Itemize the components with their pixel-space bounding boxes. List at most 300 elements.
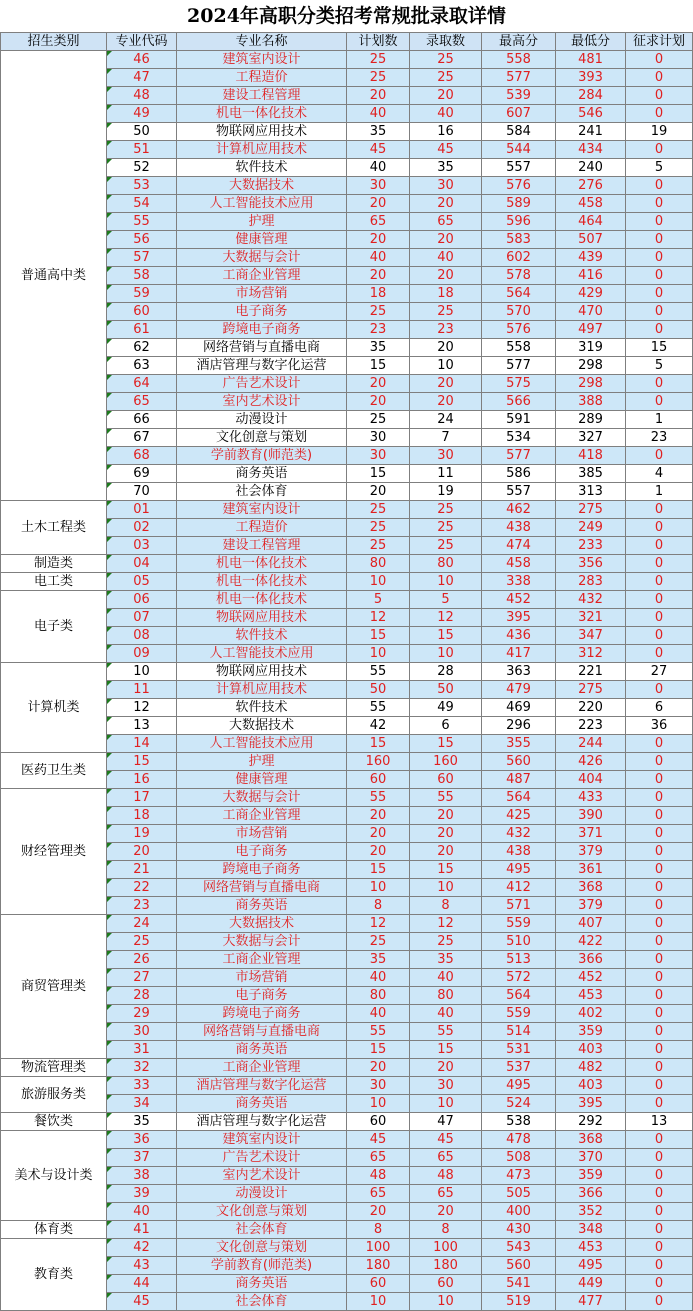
cell-plan: 65 (347, 1185, 410, 1203)
cell-admitted: 25 (410, 303, 482, 321)
cell-call-plan: 0 (626, 933, 693, 951)
cell-plan: 45 (347, 1131, 410, 1149)
cell-major: 大数据与会计 (177, 933, 347, 951)
cell-call-plan: 0 (626, 771, 693, 789)
cell-code: 47 (107, 69, 177, 87)
cell-major: 广告艺术设计 (177, 375, 347, 393)
cell-plan: 30 (347, 429, 410, 447)
cell-min-score: 379 (556, 843, 626, 861)
cell-call-plan: 1 (626, 411, 693, 429)
cell-max-score: 571 (482, 897, 556, 915)
cell-admitted: 8 (410, 897, 482, 915)
cell-code: 15 (107, 753, 177, 771)
cell-major: 物联网应用技术 (177, 663, 347, 681)
cell-admitted: 8 (410, 1221, 482, 1239)
cell-min-score: 433 (556, 789, 626, 807)
cell-max-score: 417 (482, 645, 556, 663)
cell-min-score: 458 (556, 195, 626, 213)
cell-major: 网络营销与直播电商 (177, 879, 347, 897)
cell-max-score: 558 (482, 51, 556, 69)
cell-code: 16 (107, 771, 177, 789)
cell-max-score: 508 (482, 1149, 556, 1167)
cell-max-score: 578 (482, 267, 556, 285)
cell-code: 02 (107, 519, 177, 537)
cell-call-plan: 0 (626, 897, 693, 915)
cell-admitted: 40 (410, 249, 482, 267)
cell-min-score: 276 (556, 177, 626, 195)
cell-max-score: 430 (482, 1221, 556, 1239)
cell-plan: 60 (347, 1275, 410, 1293)
cell-major: 室内艺术设计 (177, 1167, 347, 1185)
cell-max-score: 575 (482, 375, 556, 393)
cell-max-score: 560 (482, 753, 556, 771)
cell-admitted: 80 (410, 555, 482, 573)
table-row (1, 573, 693, 591)
table-row (1, 1131, 693, 1149)
cell-plan: 25 (347, 69, 410, 87)
cell-min-score: 470 (556, 303, 626, 321)
cell-plan: 65 (347, 1149, 410, 1167)
cell-plan: 30 (347, 177, 410, 195)
cell-category: 普通高中类 (1, 51, 107, 501)
cell-code: 60 (107, 303, 177, 321)
cell-call-plan: 0 (626, 825, 693, 843)
cell-code: 21 (107, 861, 177, 879)
cell-call-plan: 0 (626, 627, 693, 645)
cell-min-score: 481 (556, 51, 626, 69)
table-row (1, 1113, 693, 1131)
cell-min-score: 385 (556, 465, 626, 483)
header-max-score: 最高分 (482, 33, 556, 51)
cell-plan: 20 (347, 483, 410, 501)
cell-plan: 20 (347, 87, 410, 105)
cell-min-score: 388 (556, 393, 626, 411)
cell-call-plan: 19 (626, 123, 693, 141)
cell-plan: 30 (347, 1077, 410, 1095)
cell-admitted: 30 (410, 1077, 482, 1095)
table-row (1, 51, 693, 69)
cell-max-score: 557 (482, 159, 556, 177)
cell-min-score: 546 (556, 105, 626, 123)
cell-code: 10 (107, 663, 177, 681)
cell-code: 14 (107, 735, 177, 753)
cell-admitted: 50 (410, 681, 482, 699)
table-row (1, 591, 693, 609)
cell-max-score: 539 (482, 87, 556, 105)
cell-admitted: 16 (410, 123, 482, 141)
cell-major: 物联网应用技术 (177, 609, 347, 627)
cell-admitted: 45 (410, 1131, 482, 1149)
cell-major: 工商企业管理 (177, 267, 347, 285)
cell-min-score: 233 (556, 537, 626, 555)
cell-plan: 55 (347, 699, 410, 717)
cell-code: 66 (107, 411, 177, 429)
admission-table (0, 32, 693, 1311)
cell-code: 46 (107, 51, 177, 69)
cell-plan: 180 (347, 1257, 410, 1275)
cell-plan: 15 (347, 735, 410, 753)
cell-call-plan: 0 (626, 915, 693, 933)
cell-plan: 80 (347, 987, 410, 1005)
cell-call-plan: 0 (626, 1239, 693, 1257)
cell-plan: 20 (347, 843, 410, 861)
cell-plan: 45 (347, 141, 410, 159)
cell-call-plan: 0 (626, 1041, 693, 1059)
cell-category: 医药卫生类 (1, 753, 107, 789)
cell-min-score: 366 (556, 1185, 626, 1203)
cell-code: 17 (107, 789, 177, 807)
cell-plan: 55 (347, 1023, 410, 1041)
cell-category: 物流管理类 (1, 1059, 107, 1077)
cell-max-score: 513 (482, 951, 556, 969)
cell-min-score: 403 (556, 1077, 626, 1095)
cell-code: 11 (107, 681, 177, 699)
cell-major: 物联网应用技术 (177, 123, 347, 141)
cell-min-score: 379 (556, 897, 626, 915)
cell-admitted: 23 (410, 321, 482, 339)
cell-max-score: 452 (482, 591, 556, 609)
cell-call-plan: 0 (626, 879, 693, 897)
cell-plan: 55 (347, 789, 410, 807)
cell-major: 大数据与会计 (177, 249, 347, 267)
cell-major: 软件技术 (177, 699, 347, 717)
cell-admitted: 10 (410, 645, 482, 663)
table-body (1, 51, 693, 1311)
cell-admitted: 45 (410, 141, 482, 159)
cell-admitted: 35 (410, 951, 482, 969)
cell-major: 建筑室内设计 (177, 501, 347, 519)
cell-major: 文化创意与策划 (177, 429, 347, 447)
cell-max-score: 534 (482, 429, 556, 447)
cell-category: 餐饮类 (1, 1113, 107, 1131)
cell-major: 人工智能技术应用 (177, 195, 347, 213)
cell-admitted: 20 (410, 1059, 482, 1077)
cell-max-score: 425 (482, 807, 556, 825)
cell-major: 健康管理 (177, 231, 347, 249)
cell-code: 49 (107, 105, 177, 123)
cell-code: 64 (107, 375, 177, 393)
cell-min-score: 507 (556, 231, 626, 249)
cell-code: 31 (107, 1041, 177, 1059)
cell-min-score: 426 (556, 753, 626, 771)
cell-plan: 12 (347, 915, 410, 933)
cell-major: 护理 (177, 753, 347, 771)
cell-call-plan: 0 (626, 87, 693, 105)
cell-min-score: 283 (556, 573, 626, 591)
cell-admitted: 40 (410, 969, 482, 987)
cell-max-score: 543 (482, 1239, 556, 1257)
cell-major: 工程造价 (177, 69, 347, 87)
cell-max-score: 495 (482, 861, 556, 879)
cell-code: 29 (107, 1005, 177, 1023)
cell-category: 电子类 (1, 591, 107, 663)
cell-call-plan: 0 (626, 1167, 693, 1185)
header-admitted: 录取数 (410, 33, 482, 51)
cell-min-score: 327 (556, 429, 626, 447)
cell-min-score: 275 (556, 501, 626, 519)
cell-major: 酒店管理与数字化运营 (177, 357, 347, 375)
cell-call-plan: 0 (626, 1275, 693, 1293)
cell-major: 建筑室内设计 (177, 1131, 347, 1149)
cell-major: 工商企业管理 (177, 807, 347, 825)
cell-major: 大数据技术 (177, 915, 347, 933)
cell-min-score: 359 (556, 1167, 626, 1185)
cell-min-score: 429 (556, 285, 626, 303)
cell-admitted: 40 (410, 1005, 482, 1023)
cell-code: 18 (107, 807, 177, 825)
cell-min-score: 452 (556, 969, 626, 987)
cell-code: 59 (107, 285, 177, 303)
cell-major: 建设工程管理 (177, 537, 347, 555)
cell-admitted: 20 (410, 1203, 482, 1221)
cell-min-score: 221 (556, 663, 626, 681)
cell-admitted: 10 (410, 1293, 482, 1311)
cell-admitted: 60 (410, 771, 482, 789)
cell-call-plan: 0 (626, 591, 693, 609)
cell-major: 机电一体化技术 (177, 591, 347, 609)
cell-max-score: 572 (482, 969, 556, 987)
cell-plan: 25 (347, 51, 410, 69)
cell-category: 美术与设计类 (1, 1131, 107, 1221)
cell-min-score: 289 (556, 411, 626, 429)
cell-plan: 10 (347, 879, 410, 897)
cell-code: 55 (107, 213, 177, 231)
cell-min-score: 422 (556, 933, 626, 951)
cell-code: 01 (107, 501, 177, 519)
cell-admitted: 10 (410, 879, 482, 897)
cell-min-score: 477 (556, 1293, 626, 1311)
cell-admitted: 25 (410, 51, 482, 69)
cell-min-score: 449 (556, 1275, 626, 1293)
cell-major: 工程造价 (177, 519, 347, 537)
cell-max-score: 596 (482, 213, 556, 231)
cell-code: 19 (107, 825, 177, 843)
header-code: 专业代码 (107, 33, 177, 51)
cell-admitted: 35 (410, 159, 482, 177)
cell-max-score: 558 (482, 339, 556, 357)
cell-admitted: 48 (410, 1167, 482, 1185)
cell-plan: 15 (347, 627, 410, 645)
cell-plan: 20 (347, 1059, 410, 1077)
cell-max-score: 559 (482, 1005, 556, 1023)
table-row (1, 1239, 693, 1257)
cell-call-plan: 0 (626, 105, 693, 123)
cell-major: 社会体育 (177, 1293, 347, 1311)
cell-max-score: 586 (482, 465, 556, 483)
cell-min-score: 313 (556, 483, 626, 501)
cell-call-plan: 27 (626, 663, 693, 681)
cell-admitted: 47 (410, 1113, 482, 1131)
cell-code: 05 (107, 573, 177, 591)
cell-call-plan: 0 (626, 1293, 693, 1311)
cell-plan: 35 (347, 123, 410, 141)
cell-min-score: 319 (556, 339, 626, 357)
cell-admitted: 20 (410, 375, 482, 393)
cell-plan: 42 (347, 717, 410, 735)
cell-code: 13 (107, 717, 177, 735)
cell-admitted: 18 (410, 285, 482, 303)
cell-admitted: 20 (410, 825, 482, 843)
cell-plan: 8 (347, 897, 410, 915)
cell-max-score: 438 (482, 519, 556, 537)
cell-min-score: 368 (556, 879, 626, 897)
cell-plan: 48 (347, 1167, 410, 1185)
cell-min-score: 453 (556, 987, 626, 1005)
cell-min-score: 439 (556, 249, 626, 267)
cell-plan: 20 (347, 267, 410, 285)
cell-call-plan: 23 (626, 429, 693, 447)
cell-max-score: 607 (482, 105, 556, 123)
cell-category: 制造类 (1, 555, 107, 573)
cell-admitted: 28 (410, 663, 482, 681)
cell-call-plan: 0 (626, 753, 693, 771)
cell-major: 电子商务 (177, 843, 347, 861)
cell-max-score: 524 (482, 1095, 556, 1113)
cell-max-score: 458 (482, 555, 556, 573)
cell-plan: 25 (347, 501, 410, 519)
cell-max-score: 495 (482, 1077, 556, 1095)
cell-max-score: 591 (482, 411, 556, 429)
cell-plan: 15 (347, 861, 410, 879)
cell-call-plan: 0 (626, 393, 693, 411)
cell-min-score: 284 (556, 87, 626, 105)
cell-call-plan: 0 (626, 843, 693, 861)
cell-code: 36 (107, 1131, 177, 1149)
cell-major: 市场营销 (177, 825, 347, 843)
cell-plan: 15 (347, 465, 410, 483)
cell-call-plan: 0 (626, 213, 693, 231)
cell-max-score: 584 (482, 123, 556, 141)
cell-min-score: 464 (556, 213, 626, 231)
cell-max-score: 514 (482, 1023, 556, 1041)
cell-code: 61 (107, 321, 177, 339)
cell-code: 63 (107, 357, 177, 375)
cell-max-score: 510 (482, 933, 556, 951)
cell-plan: 25 (347, 537, 410, 555)
cell-admitted: 30 (410, 447, 482, 465)
cell-code: 48 (107, 87, 177, 105)
cell-major: 建设工程管理 (177, 87, 347, 105)
cell-category: 旅游服务类 (1, 1077, 107, 1113)
cell-admitted: 65 (410, 1185, 482, 1203)
cell-code: 67 (107, 429, 177, 447)
cell-major: 网络营销与直播电商 (177, 1023, 347, 1041)
header-min-score: 最低分 (556, 33, 626, 51)
cell-plan: 25 (347, 519, 410, 537)
cell-call-plan: 0 (626, 609, 693, 627)
cell-max-score: 478 (482, 1131, 556, 1149)
cell-min-score: 241 (556, 123, 626, 141)
cell-call-plan: 0 (626, 1077, 693, 1095)
cell-call-plan: 0 (626, 267, 693, 285)
cell-admitted: 55 (410, 789, 482, 807)
cell-code: 45 (107, 1293, 177, 1311)
table-row (1, 663, 693, 681)
cell-category: 电工类 (1, 573, 107, 591)
cell-min-score: 434 (556, 141, 626, 159)
cell-code: 07 (107, 609, 177, 627)
cell-call-plan: 0 (626, 1221, 693, 1239)
cell-min-score: 393 (556, 69, 626, 87)
cell-plan: 20 (347, 231, 410, 249)
cell-call-plan: 0 (626, 501, 693, 519)
cell-code: 24 (107, 915, 177, 933)
cell-major: 软件技术 (177, 159, 347, 177)
cell-min-score: 418 (556, 447, 626, 465)
cell-call-plan: 5 (626, 159, 693, 177)
cell-major: 机电一体化技术 (177, 573, 347, 591)
cell-major: 动漫设计 (177, 411, 347, 429)
cell-call-plan: 0 (626, 1185, 693, 1203)
table-row (1, 555, 693, 573)
cell-plan: 30 (347, 447, 410, 465)
cell-min-score: 368 (556, 1131, 626, 1149)
cell-admitted: 15 (410, 627, 482, 645)
cell-admitted: 25 (410, 519, 482, 537)
cell-admitted: 6 (410, 717, 482, 735)
cell-admitted: 25 (410, 69, 482, 87)
cell-plan: 23 (347, 321, 410, 339)
cell-admitted: 19 (410, 483, 482, 501)
cell-admitted: 20 (410, 87, 482, 105)
cell-admitted: 5 (410, 591, 482, 609)
cell-major: 酒店管理与数字化运营 (177, 1113, 347, 1131)
cell-code: 41 (107, 1221, 177, 1239)
cell-major: 市场营销 (177, 285, 347, 303)
cell-plan: 25 (347, 411, 410, 429)
cell-category: 财经管理类 (1, 789, 107, 915)
cell-plan: 20 (347, 825, 410, 843)
cell-code: 52 (107, 159, 177, 177)
cell-major: 健康管理 (177, 771, 347, 789)
cell-call-plan: 0 (626, 195, 693, 213)
cell-major: 跨境电子商务 (177, 321, 347, 339)
cell-max-score: 564 (482, 285, 556, 303)
cell-code: 62 (107, 339, 177, 357)
cell-admitted: 20 (410, 231, 482, 249)
cell-call-plan: 0 (626, 1095, 693, 1113)
cell-code: 57 (107, 249, 177, 267)
cell-major: 商务英语 (177, 1095, 347, 1113)
cell-plan: 20 (347, 195, 410, 213)
cell-code: 20 (107, 843, 177, 861)
table-row (1, 789, 693, 807)
cell-call-plan: 0 (626, 231, 693, 249)
cell-code: 23 (107, 897, 177, 915)
table-row (1, 753, 693, 771)
cell-admitted: 100 (410, 1239, 482, 1257)
cell-code: 30 (107, 1023, 177, 1041)
cell-code: 12 (107, 699, 177, 717)
cell-call-plan: 6 (626, 699, 693, 717)
cell-max-score: 537 (482, 1059, 556, 1077)
cell-admitted: 11 (410, 465, 482, 483)
cell-major: 商务英语 (177, 1041, 347, 1059)
cell-admitted: 12 (410, 609, 482, 627)
cell-code: 40 (107, 1203, 177, 1221)
cell-max-score: 566 (482, 393, 556, 411)
cell-call-plan: 1 (626, 483, 693, 501)
cell-min-score: 220 (556, 699, 626, 717)
cell-max-score: 479 (482, 681, 556, 699)
cell-major: 工商企业管理 (177, 1059, 347, 1077)
cell-major: 电子商务 (177, 303, 347, 321)
cell-max-score: 576 (482, 321, 556, 339)
cell-max-score: 469 (482, 699, 556, 717)
cell-code: 28 (107, 987, 177, 1005)
cell-plan: 40 (347, 105, 410, 123)
cell-call-plan: 0 (626, 249, 693, 267)
